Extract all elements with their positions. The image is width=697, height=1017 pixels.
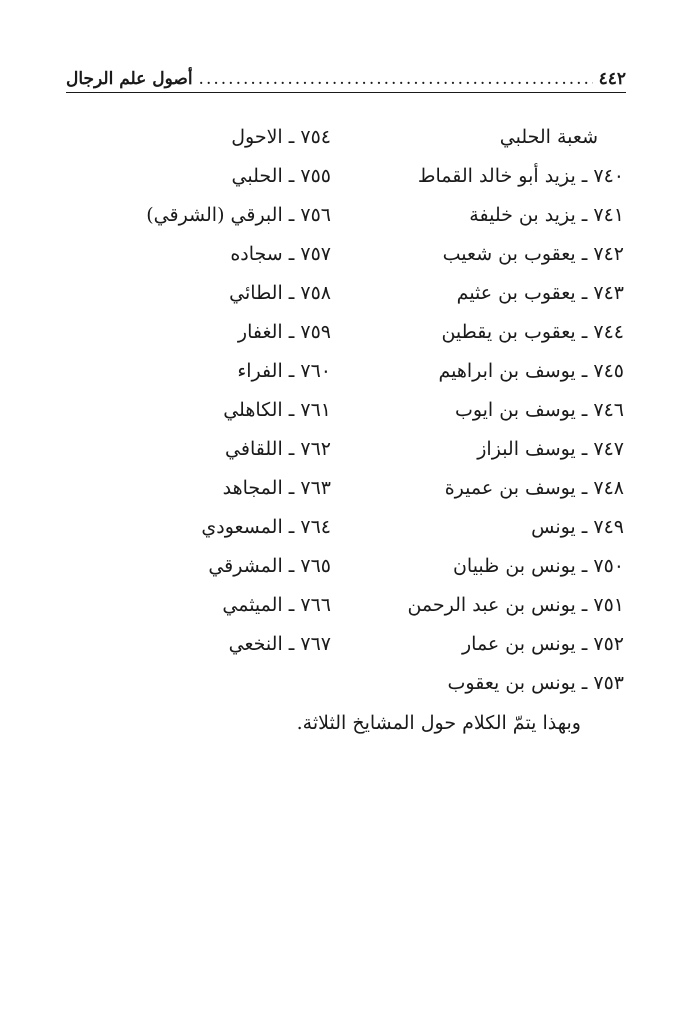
left-column-list xyxy=(91,118,331,664)
entry-item: ٧٤٧ ـ يوسف البزاز xyxy=(477,438,624,460)
entry-item: ٧٦٥ ـ المشرقي xyxy=(208,555,331,577)
entry-item: ٧٦٠ ـ الفراء xyxy=(237,360,331,382)
entry-item: ٧٤٦ ـ يوسف بن ايوب xyxy=(454,399,624,421)
page-number: ٤٤٢ xyxy=(598,69,626,89)
entry-item: ٧٥٩ ـ الغفار xyxy=(237,321,331,343)
entry-item: ٧٤٢ ـ يعقوب بن شعيب xyxy=(442,243,624,265)
entry-item: ٧٥٣ ـ يونس بن يعقوب xyxy=(447,672,624,694)
entry-item: ٧٤٣ ـ يعقوب بن عثيم xyxy=(456,282,624,304)
entry-item: ٧٥٧ ـ سجاده xyxy=(230,243,331,265)
closing-sentence: وبهذا يتمّ الكلام حول المشايخ الثلاثة. xyxy=(296,712,581,734)
entry-item: ٧٥٤ ـ الاحول xyxy=(231,126,331,148)
entry-item: ٧٥٢ ـ يونس بن عمار xyxy=(461,633,624,655)
entry-item: ٧٥٥ ـ الحلبي xyxy=(231,165,331,187)
entry-item: ٧٦٧ ـ النخعي xyxy=(228,633,331,655)
entry-item: ٧٥٠ ـ يونس بن ظبيان xyxy=(452,555,624,577)
right-column-list xyxy=(304,118,624,703)
leader-dots xyxy=(199,69,593,89)
entry-item: ٧٦١ ـ الكاهلي xyxy=(223,399,331,421)
entry-item: ٧٥٦ ـ البرقي (الشرقي) xyxy=(146,204,331,226)
entry-item: ٧٤٥ ـ يوسف بن ابراهيم xyxy=(438,360,624,382)
entry-item: ٧٦٦ ـ الميثمي xyxy=(222,594,331,616)
section-title: شعبة الحلبي xyxy=(499,126,598,148)
entry-item: ٧٤٨ ـ يوسف بن عميرة xyxy=(444,477,624,499)
running-header xyxy=(66,66,626,93)
entry-item: ٧٥٨ ـ الطائي xyxy=(229,282,331,304)
entry-item: ٧٤١ ـ يزيد بن خليفة xyxy=(469,204,624,226)
entry-item: ٧٥١ ـ يونس بن عبد الرحمن xyxy=(407,594,624,616)
book-title: أصول علم الرجال xyxy=(66,69,193,89)
entry-item: ٧٦٤ ـ المسعودي xyxy=(201,516,331,538)
entry-item: ٧٦٢ ـ اللقافي xyxy=(225,438,331,460)
entry-item: ٧٤٩ ـ يونس xyxy=(531,516,624,538)
entry-item: ٧٤٤ ـ يعقوب بن يقطين xyxy=(441,321,624,343)
entry-item: ٧٦٣ ـ المجاهد xyxy=(222,477,331,499)
entry-item: ٧٤٠ ـ يزيد أبو خالد القماط xyxy=(417,165,624,187)
